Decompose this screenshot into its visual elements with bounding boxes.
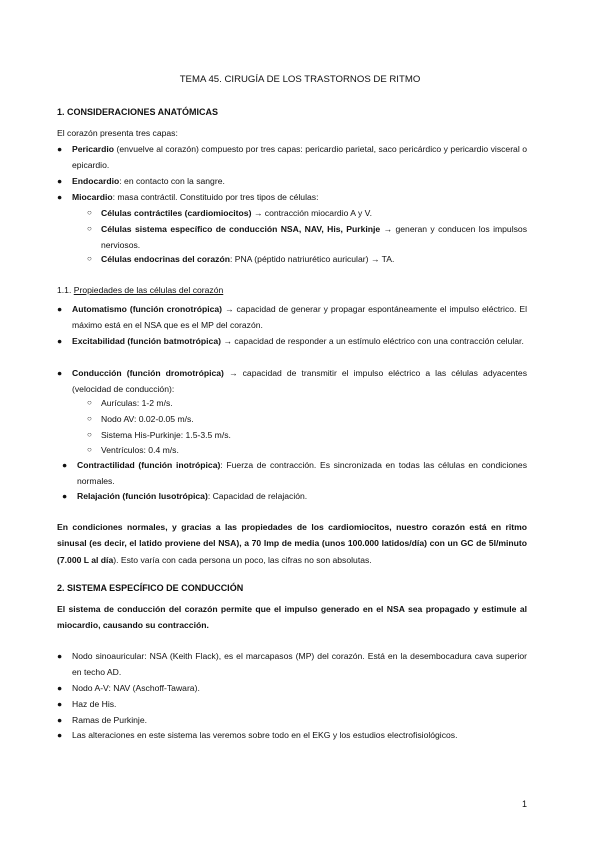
term: Células sistema específico de conducción NSA, NAV, His, Purkinje xyxy=(101,224,381,234)
bullet-icon: ● xyxy=(57,192,63,202)
sub-list-item xyxy=(87,251,527,267)
bullet-icon: ● xyxy=(57,730,63,740)
conduction-node: Haz de His. xyxy=(72,699,117,709)
summary-text: ). Esto varía con cada persona un poco, las cifras no son absolutas. xyxy=(113,554,372,565)
term: Conducción (función dromotrópica) xyxy=(72,368,224,378)
summary-highlight: 100.000 xyxy=(347,538,379,549)
list-item xyxy=(62,488,527,504)
term: Pericardio xyxy=(72,144,115,154)
summary-highlight: 7.000 L al día xyxy=(59,554,114,565)
section-1-intro: El corazón presenta tres capas: xyxy=(57,128,178,138)
term: Contractilidad (función inotrópica) xyxy=(77,460,221,470)
circle-bullet-icon: ○ xyxy=(87,398,92,407)
subsection-title: Propiedades de las células del corazón xyxy=(73,285,224,295)
conduction-speed: Nodo AV: 0.02-0.05 m/s. xyxy=(101,414,194,424)
definition: : PNA (péptido natriurético auricular) → TA. xyxy=(229,254,395,264)
sub-list-item xyxy=(87,442,527,458)
bullet-icon: ● xyxy=(57,368,63,378)
term: Excitabilidad (función batmotrópica) xyxy=(72,336,221,346)
section-1-heading: 1. CONSIDERACIONES ANATÓMICAS xyxy=(57,107,219,117)
term: Automatismo (función cronotrópica) xyxy=(72,304,223,314)
definition: → capacidad de responder a un estímulo eléctrico con una contracción celular. xyxy=(220,336,524,346)
definition: : en contacto con la sangre. xyxy=(119,176,225,186)
sub-list-item xyxy=(87,395,527,411)
term: Endocardio xyxy=(72,176,120,186)
bullet-icon: ● xyxy=(57,715,63,725)
term: Células contráctiles (cardiomiocitos) xyxy=(101,208,252,218)
summary-paragraph xyxy=(57,519,527,568)
list-item xyxy=(57,727,527,743)
circle-bullet-icon: ○ xyxy=(87,254,92,263)
definition: (envuelve al corazón) compuesto por tres capas: pericardio parietal, saco pericárdico y pericardio visceral o epicardio. xyxy=(72,144,527,171)
circle-bullet-icon: ○ xyxy=(87,208,92,217)
term: Células endocrinas del corazón xyxy=(101,254,230,264)
summary-highlight: GC de 5l/minuto xyxy=(460,538,527,549)
bullet-icon: ● xyxy=(57,699,63,709)
bullet-icon: ● xyxy=(57,144,63,154)
list-item xyxy=(57,141,527,174)
conduction-speed: Aurículas: 1-2 m/s. xyxy=(101,398,173,408)
list-item xyxy=(57,189,527,205)
summary-text: latidos/día) con un xyxy=(378,538,461,549)
document-title: TEMA 45. CIRUGÍA DE LOS TRASTORNOS DE RITMO xyxy=(179,74,421,85)
page-number: 1 xyxy=(521,799,527,809)
summary-text: ( xyxy=(57,554,60,565)
circle-bullet-icon: ○ xyxy=(87,414,92,423)
summary-text: En condiciones normales, y gracias a las propiedades de los cardiomiocitos, nuestro corazón está en ritmo sinusal (es decir, el latido proviene del NSA), a xyxy=(57,522,527,549)
bullet-icon: ● xyxy=(57,304,63,314)
conduction-speed: Sistema His-Purkinje: 1.5-3.5 m/s. xyxy=(101,430,231,440)
list-item xyxy=(57,696,527,712)
term: Relajación (función lusotrópica) xyxy=(77,491,208,501)
definition: → generan y conducen los impulsos nerviosos. xyxy=(101,224,527,251)
summary-highlight: 70 lmp de media xyxy=(251,538,320,549)
definition: : Capacidad de relajación. xyxy=(207,491,308,501)
list-item xyxy=(57,365,527,398)
list-item xyxy=(62,457,527,490)
definition: → contracción miocardio A y V. xyxy=(251,208,372,218)
list-item xyxy=(57,173,527,189)
bullet-icon: ● xyxy=(57,651,63,661)
list-item xyxy=(57,333,527,349)
sub-list-item xyxy=(87,427,527,443)
section-2-intro: El sistema de conducción del corazón permite que el impulso generado en el NSA sea propagado y estimule al miocardio, causando su contracción. xyxy=(57,604,527,631)
bullet-icon: ● xyxy=(57,336,63,346)
sub-list-item xyxy=(87,411,527,427)
section-2-heading: 2. SISTEMA ESPECÍFICO DE CONDUCCIÓN xyxy=(57,583,244,593)
sub-list-item xyxy=(87,221,527,254)
summary-text: (unos xyxy=(319,538,348,549)
definition: → capacidad de generar y propagar espontáneamente el impulso eléctrico. El máximo está en el NSA que es el MP del corazón. xyxy=(72,304,527,331)
conduction-speed: Ventrículos: 0.4 m/s. xyxy=(101,445,179,455)
conduction-node: Ramas de Purkinje. xyxy=(72,715,147,725)
conduction-node: Nodo A-V: NAV (Aschoff-Tawara). xyxy=(72,683,200,693)
subsection-number: 1.1. xyxy=(57,285,74,295)
circle-bullet-icon: ○ xyxy=(87,224,92,233)
definition: : masa contráctil. Constituido por tres tipos de células: xyxy=(112,192,319,202)
sub-list-item xyxy=(87,205,527,221)
definition: → capacidad de transmitir el impulso eléctrico a las células adyacentes (velocidad de conducción): xyxy=(72,368,527,395)
definition: : Fuerza de contracción. Es sincronizada en todas las células en condiciones normales. xyxy=(77,460,527,487)
list-item xyxy=(57,680,527,696)
circle-bullet-icon: ○ xyxy=(87,430,92,439)
conduction-node: Nodo sinoauricular: NSA (Keith Flack), es el marcapasos (MP) del corazón. Está en la desembocadura cava superior en techo AD. xyxy=(72,651,527,678)
subsection-heading xyxy=(57,282,527,298)
circle-bullet-icon: ○ xyxy=(87,445,92,454)
bullet-icon: ● xyxy=(62,460,68,470)
bullet-icon: ● xyxy=(57,176,63,186)
list-item xyxy=(57,301,527,334)
conduction-note: Las alteraciones en este sistema las veremos sobre todo en el EKG y los estudios electrofisiológicos. xyxy=(72,730,458,740)
bullet-icon: ● xyxy=(62,491,68,501)
list-item xyxy=(57,648,527,681)
list-item xyxy=(57,712,527,728)
term: Miocardio xyxy=(72,192,113,202)
bullet-icon: ● xyxy=(57,683,63,693)
